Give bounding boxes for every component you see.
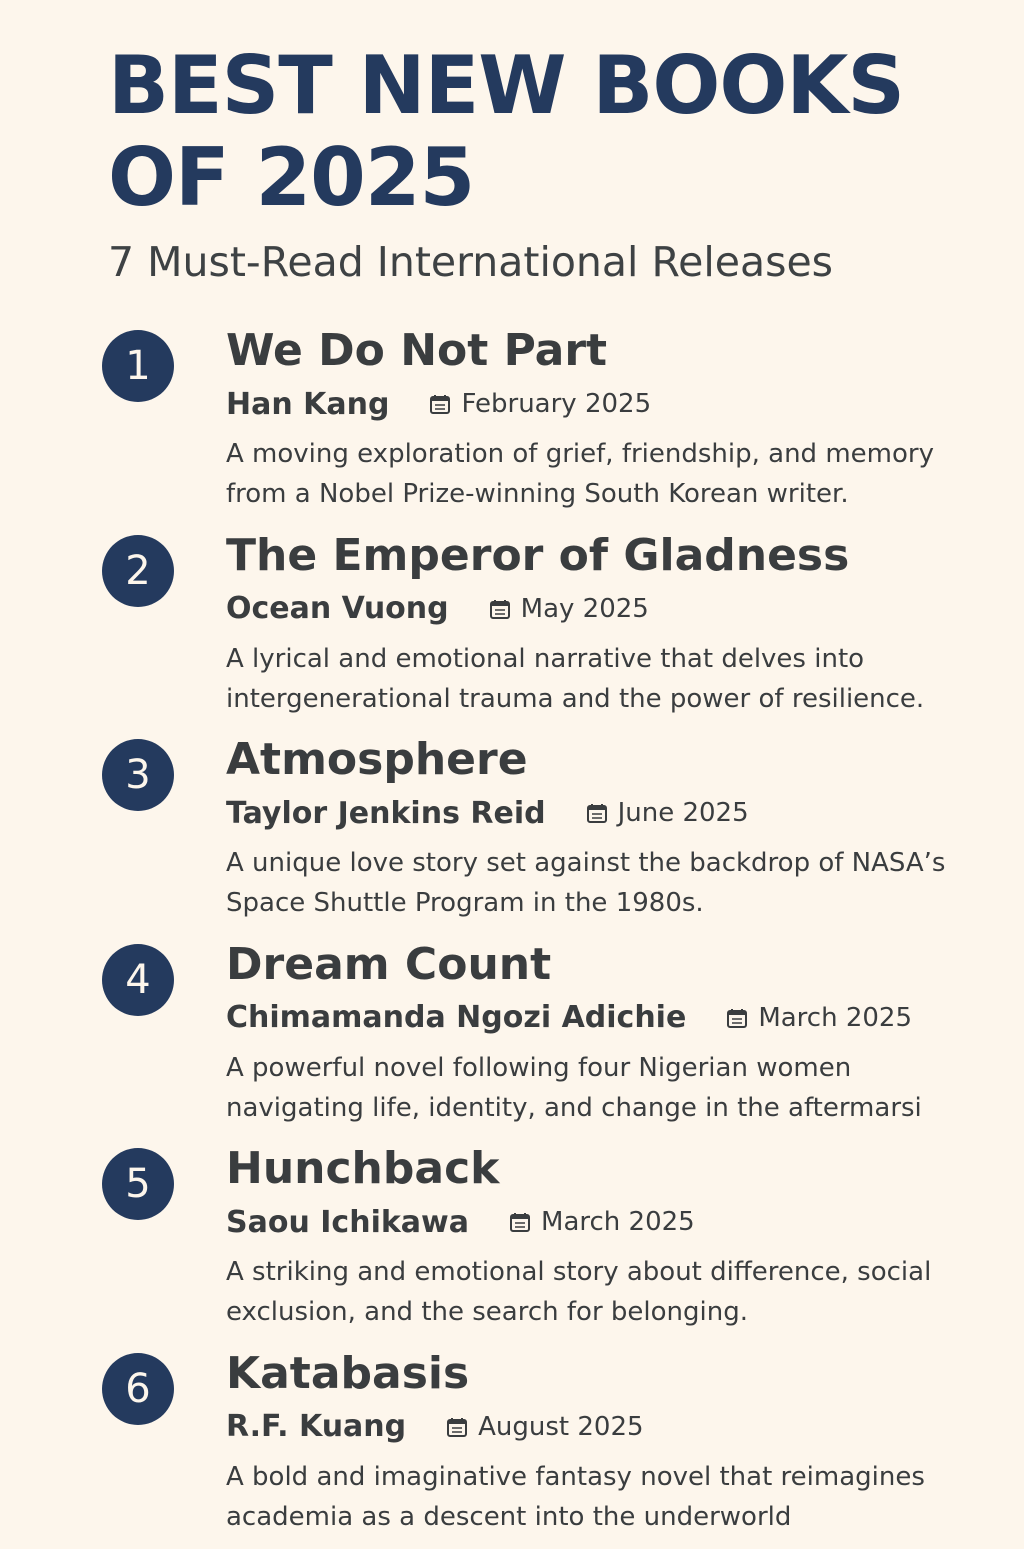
number-badge: 2 bbox=[102, 535, 174, 607]
release-date: February 2025 bbox=[461, 389, 651, 419]
page-title: BEST NEW BOOKS OF 2025 bbox=[108, 40, 988, 224]
list-item bbox=[0, 936, 1024, 1141]
book-author: Han Kang bbox=[226, 387, 389, 422]
book-meta bbox=[226, 1407, 644, 1447]
book-meta bbox=[226, 1202, 695, 1242]
book-title: Dream Count bbox=[226, 938, 551, 992]
calendar-icon bbox=[429, 393, 451, 415]
book-title: Atmosphere bbox=[226, 733, 528, 787]
book-title: The Emperor of Gladness bbox=[226, 529, 849, 583]
book-description: A bold and imaginative fantasy novel that reimagines academia as a descent into the underworld bbox=[226, 1457, 946, 1537]
calendar-icon bbox=[446, 1416, 468, 1438]
calendar-icon bbox=[726, 1007, 748, 1029]
book-description: A powerful novel following four Nigerian women navigating life, identity, and change in the aftermarsi bbox=[226, 1048, 946, 1128]
number-badge: 3 bbox=[102, 739, 174, 811]
book-meta bbox=[226, 998, 912, 1038]
calendar-icon bbox=[509, 1211, 531, 1233]
book-author: Saou Ichikawa bbox=[226, 1205, 469, 1240]
page-subtitle: 7 Must-Read International Releases bbox=[108, 236, 833, 288]
book-meta bbox=[226, 384, 651, 424]
book-title: We Do Not Part bbox=[226, 324, 607, 378]
book-description: A lyrical and emotional narrative that delves into intergenerational trauma and the power of resilience. bbox=[226, 639, 946, 719]
book-description: A unique love story set against the backdrop of NASA’s Space Shuttle Program in the 1980s. bbox=[226, 843, 946, 923]
list-item bbox=[0, 1140, 1024, 1345]
book-meta bbox=[226, 589, 649, 629]
book-description: A moving exploration of grief, friendship, and memory from a Nobel Prize-winning South Korean writer. bbox=[226, 434, 946, 514]
release-date: March 2025 bbox=[758, 1003, 912, 1033]
calendar-icon bbox=[489, 598, 511, 620]
book-title: Hunchback bbox=[226, 1142, 499, 1196]
number-badge: 5 bbox=[102, 1148, 174, 1220]
number-badge: 4 bbox=[102, 944, 174, 1016]
book-meta bbox=[226, 793, 749, 833]
book-author: R.F. Kuang bbox=[226, 1409, 406, 1444]
release-date: August 2025 bbox=[478, 1412, 643, 1442]
release-date: June 2025 bbox=[618, 798, 749, 828]
number-badge: 1 bbox=[102, 330, 174, 402]
book-title: Katabasis bbox=[226, 1347, 469, 1401]
book-list bbox=[0, 322, 1024, 1549]
release-date: March 2025 bbox=[541, 1207, 695, 1237]
number-badge: 6 bbox=[102, 1353, 174, 1425]
book-author: Taylor Jenkins Reid bbox=[226, 796, 546, 831]
list-item bbox=[0, 1345, 1024, 1549]
release-date: May 2025 bbox=[521, 594, 649, 624]
book-author: Chimamanda Ngozi Adichie bbox=[226, 1000, 686, 1035]
list-item bbox=[0, 527, 1024, 732]
book-author: Ocean Vuong bbox=[226, 591, 449, 626]
calendar-icon bbox=[586, 802, 608, 824]
book-description: A striking and emotional story about difference, social exclusion, and the search for belonging. bbox=[226, 1252, 946, 1332]
list-item bbox=[0, 731, 1024, 936]
list-item bbox=[0, 322, 1024, 527]
